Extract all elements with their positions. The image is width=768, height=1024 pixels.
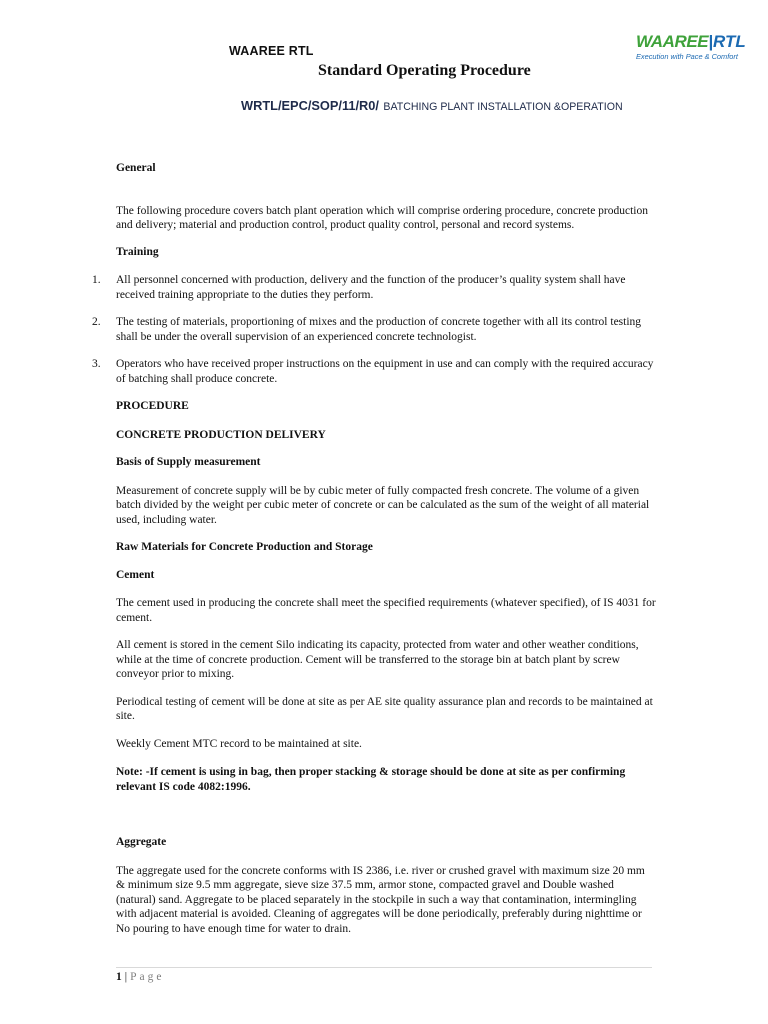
document-title: Standard Operating Procedure bbox=[318, 62, 531, 79]
heading-concrete-production-delivery: CONCRETE PRODUCTION DELIVERY bbox=[116, 428, 326, 441]
logo-word-waaree: WAAREE bbox=[636, 32, 709, 51]
document-code: WRTL/EPC/SOP/11/R0/ bbox=[241, 98, 379, 113]
list-item bbox=[92, 315, 656, 344]
heading-training: Training bbox=[116, 245, 159, 258]
heading-basis-of-supply: Basis of Supply measurement bbox=[116, 456, 261, 468]
footer-separator: | bbox=[124, 971, 128, 983]
basis-paragraph: Measurement of concrete supply will be by cubic meter of fully compacted fresh concrete. The volume of a given batch divided by the weight per cubic meter of concrete or can be calculated as the sum of the weight of all material used, including water. bbox=[116, 484, 650, 526]
heading-raw-materials: Raw Materials for Concrete Production and Storage bbox=[116, 541, 373, 553]
list-item-number: 2. bbox=[92, 316, 101, 328]
company-name: WAAREE RTL bbox=[229, 44, 314, 58]
list-item-number: 1. bbox=[92, 274, 101, 286]
general-paragraph: The following procedure covers batch plant operation which will comprise ordering procedure, concrete production and delivery; material and production control, product quality control, personal and record systems. bbox=[116, 204, 649, 231]
document-body bbox=[92, 161, 656, 936]
page-number: 1 bbox=[116, 971, 122, 983]
document-subject: BATCHING PLANT INSTALLATION &OPERATION bbox=[383, 101, 623, 113]
heading-cement: Cement bbox=[116, 568, 155, 581]
training-list bbox=[92, 273, 656, 386]
list-item-number: 3. bbox=[92, 358, 101, 370]
page-footer bbox=[116, 971, 164, 983]
logo-tagline: Execution with Pace & Comfort bbox=[636, 52, 738, 61]
page-label: Page bbox=[130, 971, 165, 983]
cement-paragraph-3: Periodical testing of cement will be done at site as per AE site quality assurance plan and records to be maintained at site. bbox=[116, 695, 653, 722]
waaree-rtl-logo bbox=[636, 33, 748, 67]
cement-note: Note: -If cement is using in bag, then proper stacking & storage should be done at site as per confirming relevant IS code 4082:1996. bbox=[116, 766, 626, 793]
logo-wordmark bbox=[636, 33, 748, 51]
list-item bbox=[92, 357, 656, 386]
heading-procedure: PROCEDURE bbox=[116, 400, 189, 412]
list-item-text: Operators who have received proper instructions on the equipment in use and can comply with the required accuracy of batching shall produce concrete. bbox=[116, 358, 654, 385]
cement-paragraph-4: Weekly Cement MTC record to be maintained at site. bbox=[116, 737, 362, 750]
footer-divider bbox=[116, 967, 652, 968]
list-item-text: The testing of materials, proportioning of mixes and the production of concrete together with all its control testing shall be under the overall supervision of an experienced concrete technologist. bbox=[116, 316, 642, 343]
cement-paragraph-2: All cement is stored in the cement Silo indicating its capacity, protected from water and other weather conditions, while at the time of concrete production. Cement will be transferred to the storage bin at batch plant by screw conveyor prior to mixing. bbox=[116, 639, 639, 680]
logo-bar: | bbox=[708, 32, 713, 51]
logo-word-rtl: RTL bbox=[712, 32, 746, 51]
aggregate-paragraph: The aggregate used for the concrete conforms with IS 2386, i.e. river or crushed gravel with maximum size 20 mm & minimum size 9.5 mm aggregate, sieve size 37.5 mm, armor stone, compacted gravel and Double washed (natural) sand. Aggregate to be placed separately in the stockpile in such a way that contamination, intermingling with adjacent material is avoided. Cleaning of aggregates will be done periodically, preferably during nighttime or No pouring to have enough time for water to drain. bbox=[116, 864, 645, 935]
cement-paragraph-1: The cement used in producing the concrete shall meet the specified requirements (whatever specified), of IS 4031 for cement. bbox=[116, 597, 656, 624]
list-item-text: All personnel concerned with production, delivery and the function of the producer’s quality system shall have received training appropriate to the duties they perform. bbox=[116, 274, 626, 301]
heading-general: General bbox=[116, 162, 156, 174]
list-item bbox=[92, 273, 656, 302]
heading-aggregate: Aggregate bbox=[116, 836, 167, 848]
document-code-line bbox=[241, 97, 623, 115]
